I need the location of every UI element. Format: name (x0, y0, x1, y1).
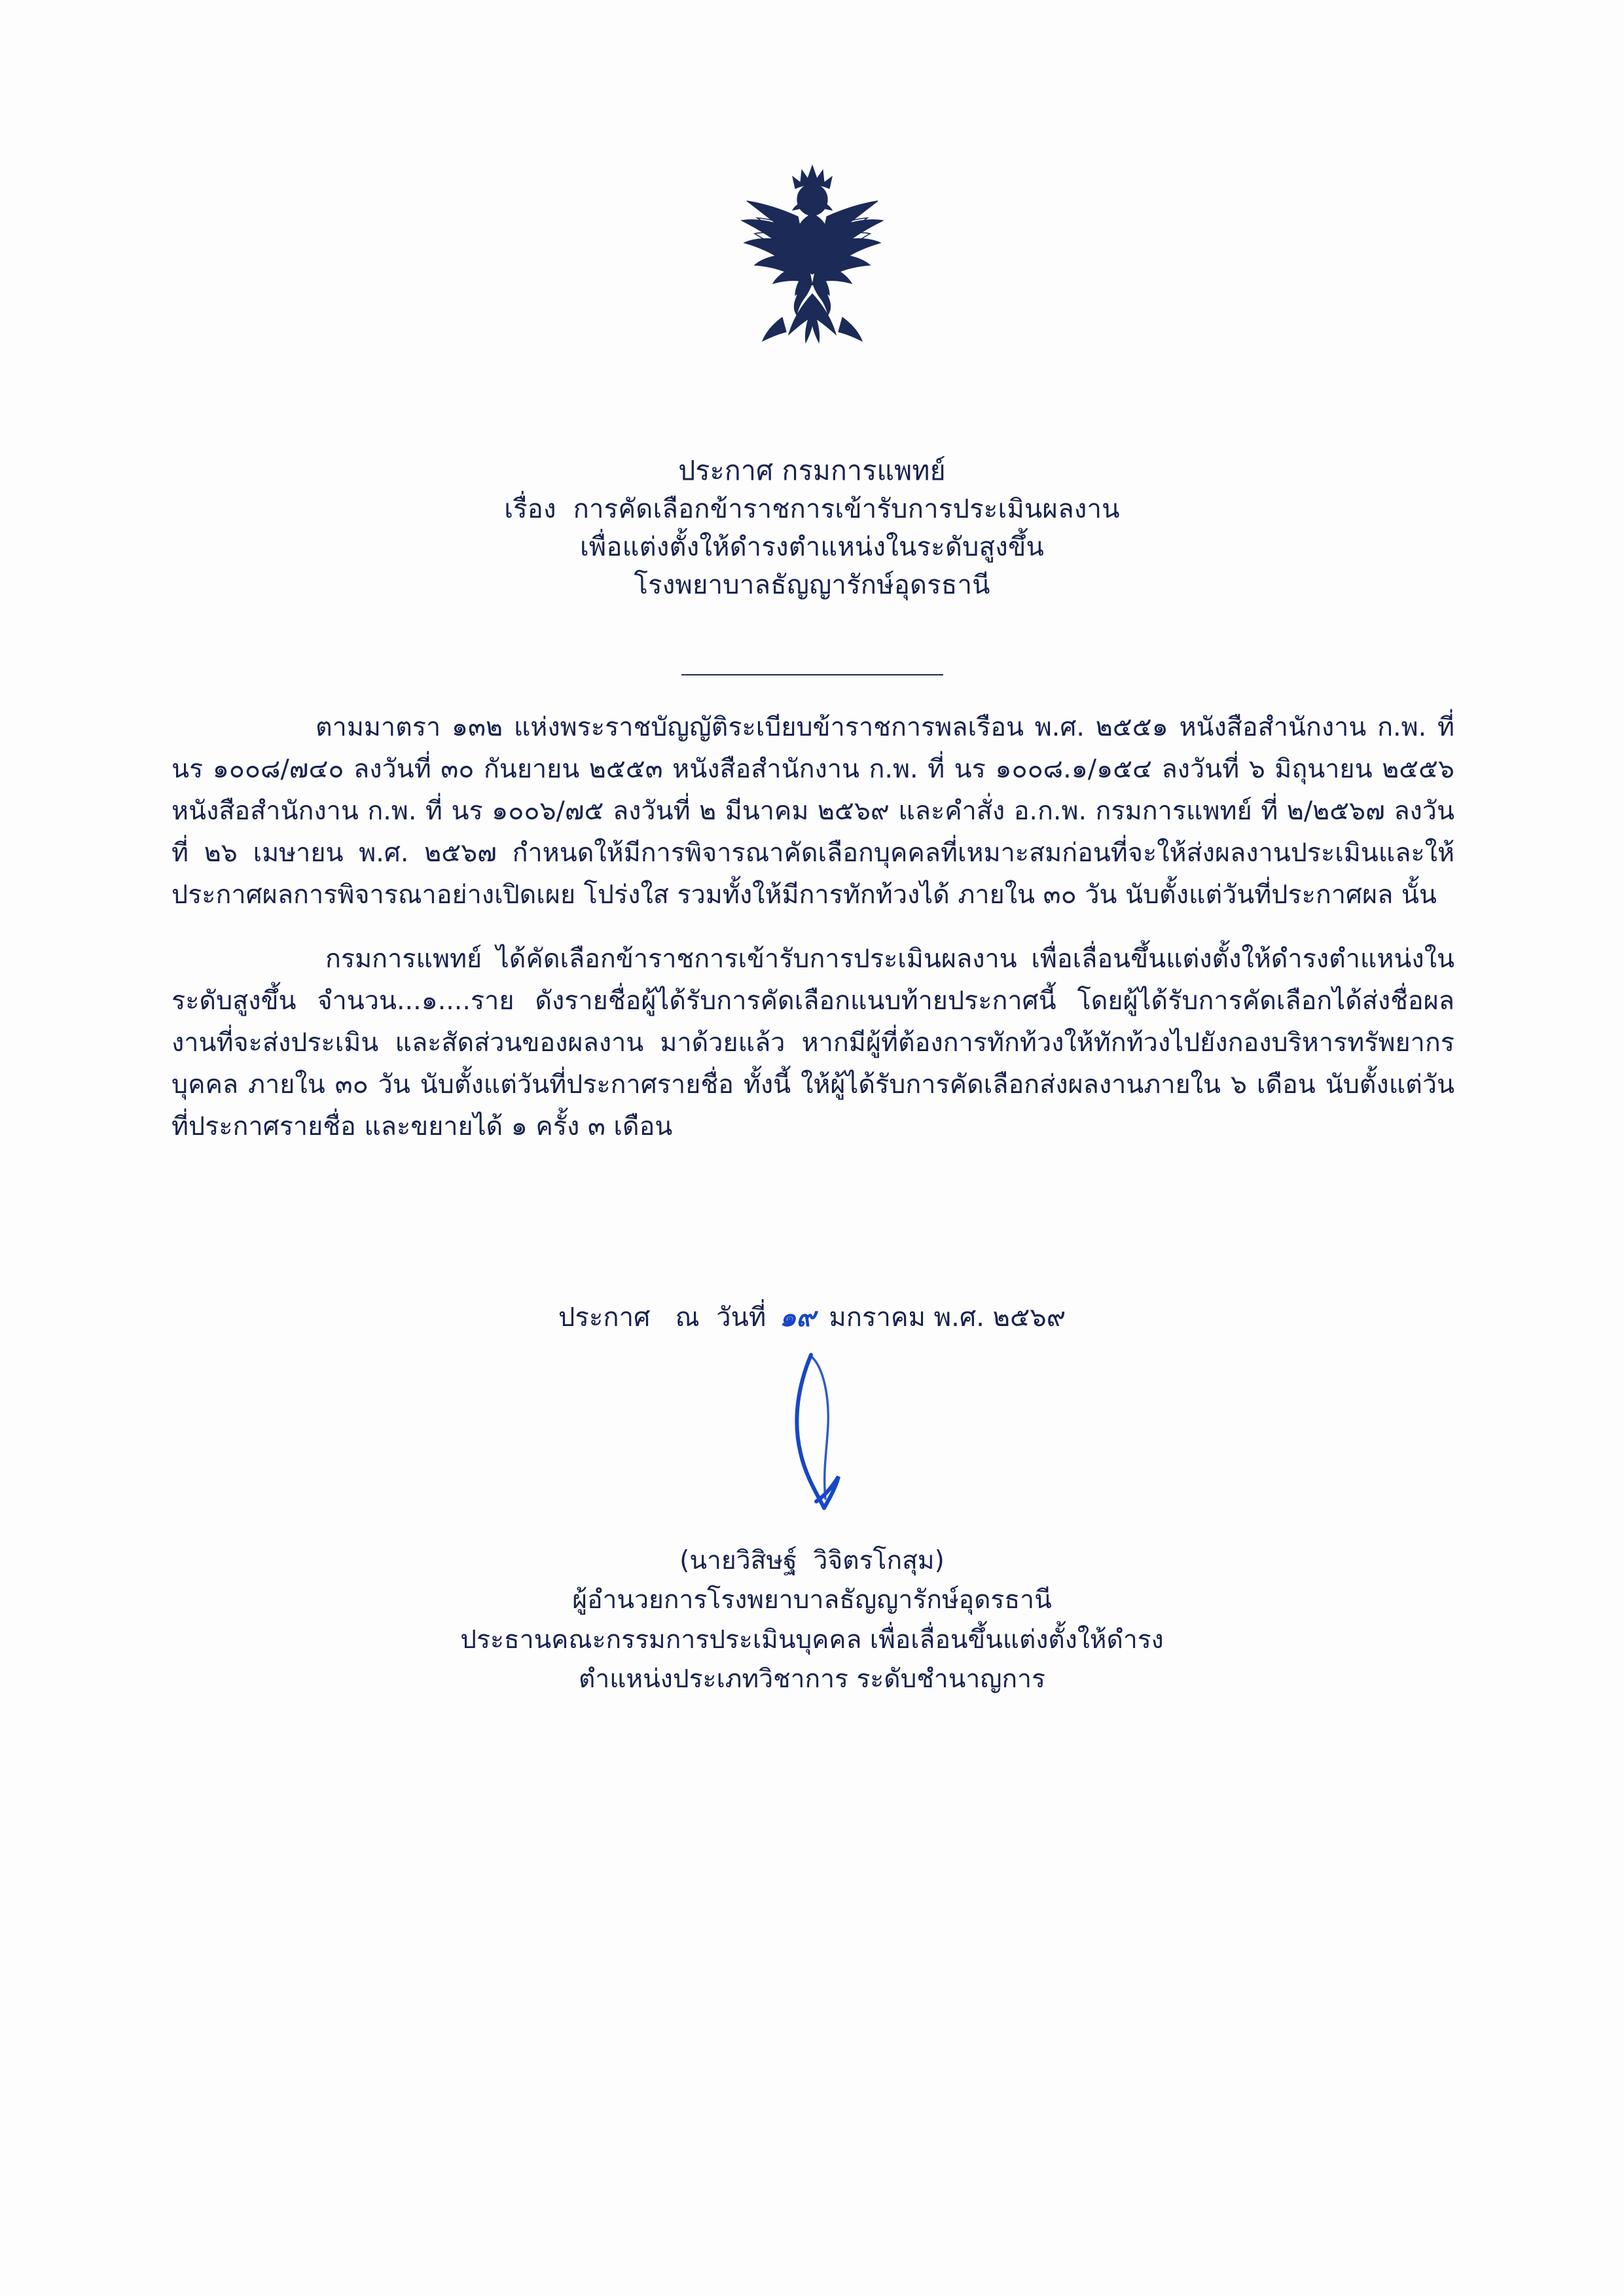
signature-container (0, 1348, 1624, 1538)
dateline-prefix: ประกาศ ณ วันที่ (558, 1302, 774, 1333)
paragraph-text-2: กรมการแพทย์ ได้คัดเลือกข้าราชการเข้ารับการประเมินผลงาน เพื่อเลื่อนขึ้นแต่งตั้งให้ดำรงตำแหน่งในระดับสูงขึ้น จำนวน...๑....ราย ดังรายชื่อผู้ได้รับการคัดเลือกแนบท้ายประกาศนี้ โดยผู้ได้รับการคัดเลือกได้ส่งชื่อผลงานที่จะส่งประเมิน และสัดส่วนของผลงาน มาด้วยแล้ว หากมีผู้ที่ต้องการทักท้วงให้ทักท้วงไปยังกองบริหารทรัพยากรบุคคล ภายใน ๓๐ วัน นับตั้งแต่วันที่ประกาศรายชื่อ ทั้งนี้ ให้ผู้ได้รับการคัดเลือกส่งผลงานภายใน ๖ เดือน นับตั้งแต่วันที่ประกาศรายชื่อ และขยายได้ ๑ ครั้ง ๓ เดือน (171, 943, 1454, 1141)
signer-block (0, 1541, 1624, 1700)
paragraph-selection-result (171, 939, 1454, 1148)
announcement-subject-cont: เพื่อแต่งตั้งให้ดำรงตำแหน่งในระดับสูงขึ้น (579, 532, 1045, 563)
signer-position-3: ตำแหน่งประเภทวิชาการ ระดับชำนาญการ (579, 1664, 1045, 1695)
paragraph-legal-basis (171, 707, 1454, 916)
document-header (0, 452, 1624, 604)
paragraph-text-1: ตามมาตรา ๑๓๒ แห่งพระราชบัญญัติระเบียบข้าราชการพลเรือน พ.ศ. ๒๕๕๑ หนังสือสำนักงาน ก.พ. ที่ นร ๑๐๐๘/๗๔๐ ลงวันที่ ๓๐ กันยายน ๒๕๕๓ หนังสือสำนักงาน ก.พ. ที่ นร ๑๐๐๘.๑/๑๕๔ ลงวันที่ ๖ มิถุนายน ๒๕๕๖ หนังสือสำนักงาน ก.พ. ที่ นร ๑๐๐๖/๗๕ ลงวันที่ ๒ มีนาคม ๒๕๖๙ และคำสั่ง อ.ก.พ. กรมการแพทย์ ที่ ๒/๒๕๖๗ ลงวันที่ ๒๖ เมษายน พ.ศ. ๒๕๖๗ กำหนดให้มีการพิจารณาคัดเลือกบุคคลที่เหมาะสมก่อนที่จะให้ส่งผลงานประเมินและให้ประกาศผลการพิจารณาอย่างเปิดเผย โปร่งใส รวมทั้งให้มีการทักท้วงได้ ภายใน ๓๐ วัน นับตั้งแต่วันที่ประกาศผล นั้น (171, 712, 1454, 910)
organization-name: โรงพยาบาลธัญญารักษ์อุดรธานี (634, 570, 990, 601)
blue-ink-signature (708, 1348, 917, 1538)
header-divider-container (0, 674, 1624, 675)
dateline-suffix: มกราคม พ.ศ. ๒๕๖๙ (820, 1302, 1066, 1333)
dateline-day-handwritten: ๑๙ (779, 1302, 816, 1333)
signer-position-2: ประธานคณะกรรมการประเมินบุคคล เพื่อเลื่อนขึ้นแต่งตั้งให้ดำรง (460, 1624, 1164, 1655)
emblem-container (0, 154, 1624, 383)
signer-name: (นายวิสิษฐ์ วิจิตรโกสุม) (679, 1546, 945, 1575)
dateline (0, 1296, 1624, 1338)
document-body (171, 707, 1454, 1170)
signer-position-1: ผู้อำนวยการโรงพยาบาลธัญญารักษ์อุดรธานี (572, 1585, 1052, 1615)
header-divider (681, 674, 943, 675)
garuda-emblem (714, 154, 911, 383)
announcement-subject: เรื่อง การคัดเลือกข้าราชการเข้ารับการประเมินผลงาน (504, 494, 1120, 525)
announcement-title: ประกาศ กรมการแพทย์ (678, 455, 946, 486)
